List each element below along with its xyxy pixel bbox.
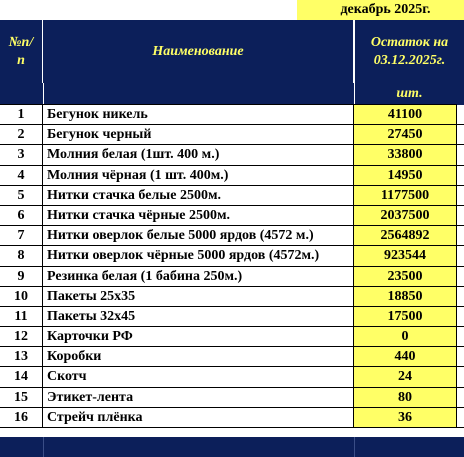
item-qty-cell[interactable]: 2564892 [354,226,457,245]
item-name-cell[interactable]: Нитки стачка белые 2500м. [43,186,354,205]
row-number-cell[interactable]: 5 [0,186,43,205]
item-name-cell[interactable]: Карточки РФ [43,327,354,346]
item-qty-cell[interactable]: 923544 [354,246,457,265]
item-name-cell[interactable]: Бегунок никель [43,105,354,124]
header-name-cell[interactable] [43,20,354,83]
item-name-cell[interactable]: Резинка белая (1 бабина 250м.) [43,267,354,286]
item-name-cell[interactable]: Пакеты 25х35 [43,287,354,306]
row-number-cell[interactable]: 4 [0,166,43,185]
item-name-cell[interactable]: Скотч [43,367,354,386]
table-row [0,145,464,165]
footer-separator [43,437,44,457]
row-number-cell[interactable]: 15 [0,388,43,407]
item-qty-cell[interactable]: 14950 [354,166,457,185]
header-name: Наименование [152,43,244,59]
table-row [0,347,464,367]
item-qty-cell[interactable]: 18850 [354,287,457,306]
row-number-cell[interactable]: 16 [0,408,43,427]
header-balance: Остаток на 03.12.2025г. [370,34,449,68]
table-row [0,267,464,287]
row-number-cell[interactable]: 13 [0,347,43,366]
table-row [0,125,464,145]
item-qty-cell[interactable]: 36 [354,408,457,427]
table-row [0,367,464,387]
row-number-cell[interactable]: 10 [0,287,43,306]
row-number-cell[interactable]: 12 [0,327,43,346]
item-qty-cell[interactable]: 24 [354,367,457,386]
item-name-cell[interactable]: Нитки стачка чёрные 2500м. [43,206,354,225]
row-number-cell[interactable]: 9 [0,267,43,286]
item-qty-cell[interactable]: 2037500 [354,206,457,225]
table-row [0,388,464,408]
date-label-cell[interactable] [297,0,464,20]
footer-strip [0,437,464,457]
item-qty-cell[interactable]: 23500 [354,267,457,286]
header-num-cell[interactable] [0,20,43,83]
footer-separator [354,437,355,457]
units-separator [43,83,44,105]
table-row [0,105,464,125]
item-qty-cell[interactable]: 0 [354,327,457,346]
item-name-cell[interactable]: Нитки оверлок белые 5000 ярдов (4572 м.) [43,226,354,245]
item-qty-cell[interactable]: 41100 [354,105,457,124]
item-qty-cell[interactable]: 27450 [354,125,457,144]
item-qty-cell[interactable]: 80 [354,388,457,407]
table-row [0,408,464,428]
row-number-cell[interactable]: 1 [0,105,43,124]
header-units[interactable]: шт. [355,83,464,105]
table-row [0,166,464,186]
row-number-cell[interactable]: 6 [0,206,43,225]
table-row [0,307,464,327]
item-name-cell[interactable]: Нитки оверлок чёрные 5000 ярдов (4572м.) [43,246,354,265]
item-name-cell[interactable]: Молния чёрная (1 шт. 400м.) [43,166,354,185]
table-row [0,287,464,307]
row-number-cell[interactable]: 3 [0,145,43,164]
row-number-cell[interactable]: 11 [0,307,43,326]
table-row [0,246,464,266]
table-row [0,327,464,347]
item-name-cell[interactable]: Молния белая (1шт. 400 м.) [43,145,354,164]
header-num: №п/п [8,34,34,68]
row-number-cell[interactable]: 7 [0,226,43,245]
date-row [0,0,464,20]
item-name-cell[interactable]: Бегунок черный [43,125,354,144]
table-body [0,105,464,428]
row-number-cell[interactable]: 8 [0,246,43,265]
item-qty-cell[interactable]: 17500 [354,307,457,326]
item-qty-cell[interactable]: 1177500 [354,186,457,205]
row-number-cell[interactable]: 14 [0,367,43,386]
item-qty-cell[interactable]: 33800 [354,145,457,164]
item-name-cell[interactable]: Этикет-лента [43,388,354,407]
table-row [0,186,464,206]
date-label: декабрь 2025г. [340,2,431,17]
item-qty-cell[interactable]: 440 [354,347,457,366]
item-name-cell[interactable]: Стрейч плёнка [43,408,354,427]
item-name-cell[interactable]: Коробки [43,347,354,366]
table-row [0,226,464,246]
row-number-cell[interactable]: 2 [0,125,43,144]
header-balance-cell[interactable] [354,20,464,83]
item-name-cell[interactable]: Пакеты 32х45 [43,307,354,326]
table-row [0,206,464,226]
